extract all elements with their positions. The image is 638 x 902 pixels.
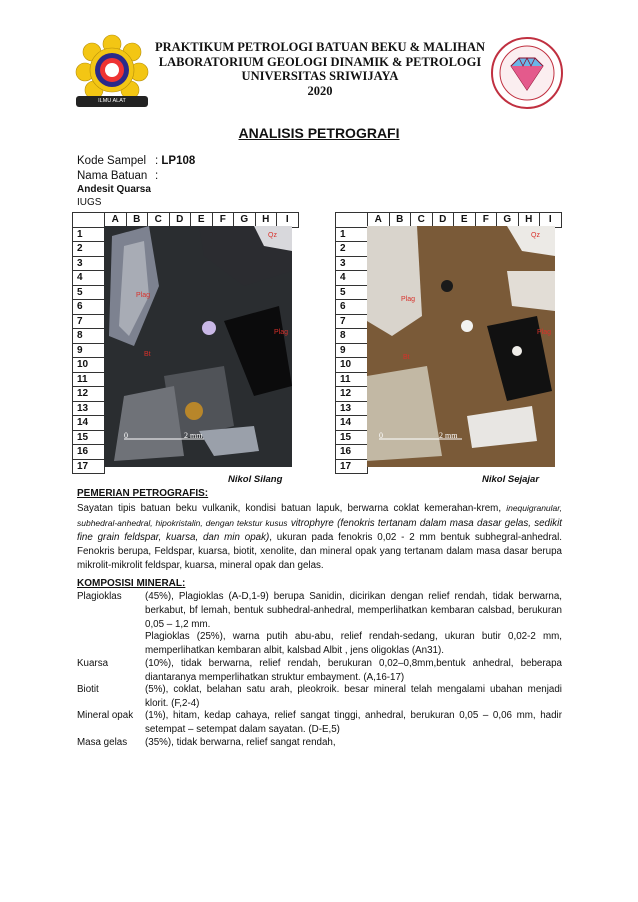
plag-label: Plag: [401, 296, 416, 303]
grid-row-label: 13: [336, 401, 368, 416]
sample-code-label: Kode Sampel: [77, 155, 147, 167]
grid-row-label: 6: [336, 300, 368, 315]
logo-banner-text: ILMU ALAT PENGABDIAN: [93, 98, 131, 113]
grid-row-label: 4: [336, 271, 368, 286]
grid-row-label: 1: [73, 227, 105, 242]
header-line-2: LABORATORIUM GEOLOGI DINAMIK & PETROLOGI: [158, 54, 482, 69]
rock-name-row: [77, 170, 158, 182]
grid-row-label: 11: [336, 372, 368, 387]
header-line-4: 2020: [307, 83, 333, 98]
mineral-desc: (35%), tidak berwarna, relief sangat rendah,: [145, 737, 336, 748]
micrograph-parallel-nicols: [367, 226, 555, 467]
grid-col: B: [126, 213, 148, 228]
komposisi-heading: KOMPOSISI MINERAL:: [77, 578, 186, 589]
mineral-row: [77, 683, 562, 711]
grid-row-label: 9: [336, 343, 368, 358]
grid-col: F: [475, 213, 497, 228]
grid-row-label: 14: [336, 416, 368, 431]
micrograph-crossed-nicols: [104, 226, 292, 467]
scale-start: 0: [124, 431, 128, 440]
right-caption: Nikol Sejajar: [482, 474, 540, 485]
grid-col: C: [411, 213, 433, 228]
grid-col: B: [389, 213, 411, 228]
grid-row-label: 12: [73, 387, 105, 402]
grid-col: I: [540, 213, 562, 228]
mineral-name: Plagioklas: [77, 591, 122, 602]
grid-row-label: 8: [73, 329, 105, 344]
header-line-1: PRAKTIKUM PETROLOGI BATUAN BEKU & MALIHAN: [155, 40, 485, 54]
pemerian-text: Sayatan tipis batuan beku vulkanik, kondisi batuan lapuk, berwarna coklat kemerahan-krem,: [77, 503, 502, 514]
grid-col: H: [518, 213, 540, 228]
grid-row-label: 17: [336, 459, 368, 474]
grid-col: A: [105, 213, 127, 228]
plag-label: Plag: [136, 292, 151, 299]
mineral-desc: (5%), coklat, belahan satu arah, pleokroik. besar mineral telah mengalami ubahan menjadi klorit. (F,2-4): [145, 684, 562, 709]
grid-row-label: 1: [336, 227, 368, 242]
mineral-desc: Plagioklas (25%), warna putih abu-abu, relief rendah-sedang, ukuran butir 0,02-2 mm, memperlihatkan kembaran albit, kalsbad Albit , jens oligoklas (An31).: [145, 631, 562, 656]
grid-row-label: 11: [73, 372, 105, 387]
grid-row-label: 2: [73, 242, 105, 257]
rock-name-value: Andesit Quarsa: [77, 184, 151, 195]
grid-row-label: 14: [73, 416, 105, 431]
grid-row-label: 15: [73, 430, 105, 445]
pemerian-text-small: inequigranular, subhedral-anhedral, hipokristalin, dengan tekstur kusus: [77, 503, 562, 528]
plag-label: Plag: [537, 329, 552, 336]
grid-col: G: [497, 213, 519, 228]
rock-name-sep: :: [155, 170, 159, 182]
sample-code-row: [77, 155, 195, 167]
qz-label: Qz: [531, 232, 540, 239]
grid-row-label: 2: [336, 242, 368, 257]
grid-row-label: 7: [336, 314, 368, 329]
grid-row-label: 17: [73, 459, 105, 474]
grid-row-label: 9: [73, 343, 105, 358]
grid-col: C: [148, 213, 170, 228]
document-header: [140, 40, 500, 98]
scale-end: 2 mm: [439, 431, 458, 440]
grid-row-label: 12: [336, 387, 368, 402]
grid-row-label: 7: [73, 314, 105, 329]
grid-row-label: 13: [73, 401, 105, 416]
grid-col: F: [212, 213, 234, 228]
pemerian-paragraph: [77, 501, 562, 573]
page-title: ANALISIS PETROGRAFI: [238, 125, 400, 141]
scale-end: 2 mm: [184, 431, 203, 440]
grid-row-label: 3: [336, 256, 368, 271]
grid-row-label: 8: [336, 329, 368, 344]
mineral-row: [77, 709, 562, 737]
sample-code-value: LP108: [161, 155, 196, 167]
pemerian-heading: PEMERIAN PETROGRAFIS:: [77, 488, 209, 499]
grid-col: E: [191, 213, 213, 228]
header-line-3: UNIVERSITAS SRIWIJAYA: [241, 69, 399, 83]
grid-row-label: 16: [336, 445, 368, 460]
lab-logo: [487, 36, 567, 111]
grid-col: I: [277, 213, 299, 228]
grid-row-label: 4: [73, 271, 105, 286]
mineral-row: [77, 630, 562, 658]
mineral-desc: (10%), tidak berwarna, relief rendah, berukuran 0,02–0,8mm,bentuk anhedral, beberapa diantaranya memperlihatkan struktur embayment. (A,16-17): [145, 658, 562, 683]
mineral-desc: (1%), hitam, kedap cahaya, relief sangat tinggi, anhedral, berukuran 0,05 – 0,06 mm, hadir setempat – setempat dalam sayatan. (D-E,5): [145, 710, 562, 735]
mineral-name: Masa gelas: [77, 737, 128, 748]
mineral-row: [77, 590, 562, 632]
grid-row-label: 5: [73, 285, 105, 300]
grid-row-label: 5: [336, 285, 368, 300]
bt-label: Bt: [144, 351, 151, 358]
pemerian-italic-2: (fenokris tertanam dalam masa dasar gelas, sedikit fine grain feldspar, kuarsa, dan min opak): [77, 518, 562, 543]
pemerian-rest: , ukuran pada fenokris 0,02 - 2 mm bentuk subhegral-anhedral. Fenokris berupa, Feldspar, kuarsa, biotit, xenolite, dan mineral opak yang tertanam dalam masa dasar berupa mikrolit-mikrolit feldspar, kuarsa, mineral opak dan gelas.: [77, 532, 562, 571]
mineral-row: [77, 736, 562, 750]
grid-row-label: 10: [73, 358, 105, 373]
pemerian-italic: vitrophyre: [290, 518, 334, 529]
mineral-name: Kuarsa: [77, 658, 109, 669]
grid-row-label: 3: [73, 256, 105, 271]
mineral-row: [77, 657, 562, 685]
rock-name-label: Nama Batuan: [77, 170, 148, 182]
bt-label: Bt: [403, 354, 410, 361]
grid-row-label: 16: [73, 445, 105, 460]
grid-col: A: [368, 213, 390, 228]
classification-label: IUGS: [77, 197, 102, 208]
grid-row-label: 10: [336, 358, 368, 373]
sample-code-sep: :: [155, 155, 159, 167]
grid-row-label: 6: [73, 300, 105, 315]
grid-col: D: [169, 213, 191, 228]
grid-col: G: [234, 213, 256, 228]
qz-label: Qz: [268, 232, 277, 239]
mineral-name: Biotit: [77, 684, 99, 695]
grid-col: D: [432, 213, 454, 228]
plag-label: Plag: [274, 329, 289, 336]
grid-col: H: [255, 213, 277, 228]
left-caption: Nikol Silang: [228, 474, 283, 485]
grid-row-label: 15: [336, 430, 368, 445]
mineral-desc: (45%), Plagioklas (A-D,1-9) berupa Sanidin, dicirikan dengan relief rendah, tidak berwarna, berkabut, bf lemah, bentuk subhedral-anhedral, memperlihatkan kembaran calsbad, berukuran 0,05 – 1,2 mm.: [145, 591, 562, 630]
grid-col: E: [454, 213, 476, 228]
mineral-name: Mineral opak: [77, 710, 134, 721]
scale-start: 0: [379, 431, 383, 440]
